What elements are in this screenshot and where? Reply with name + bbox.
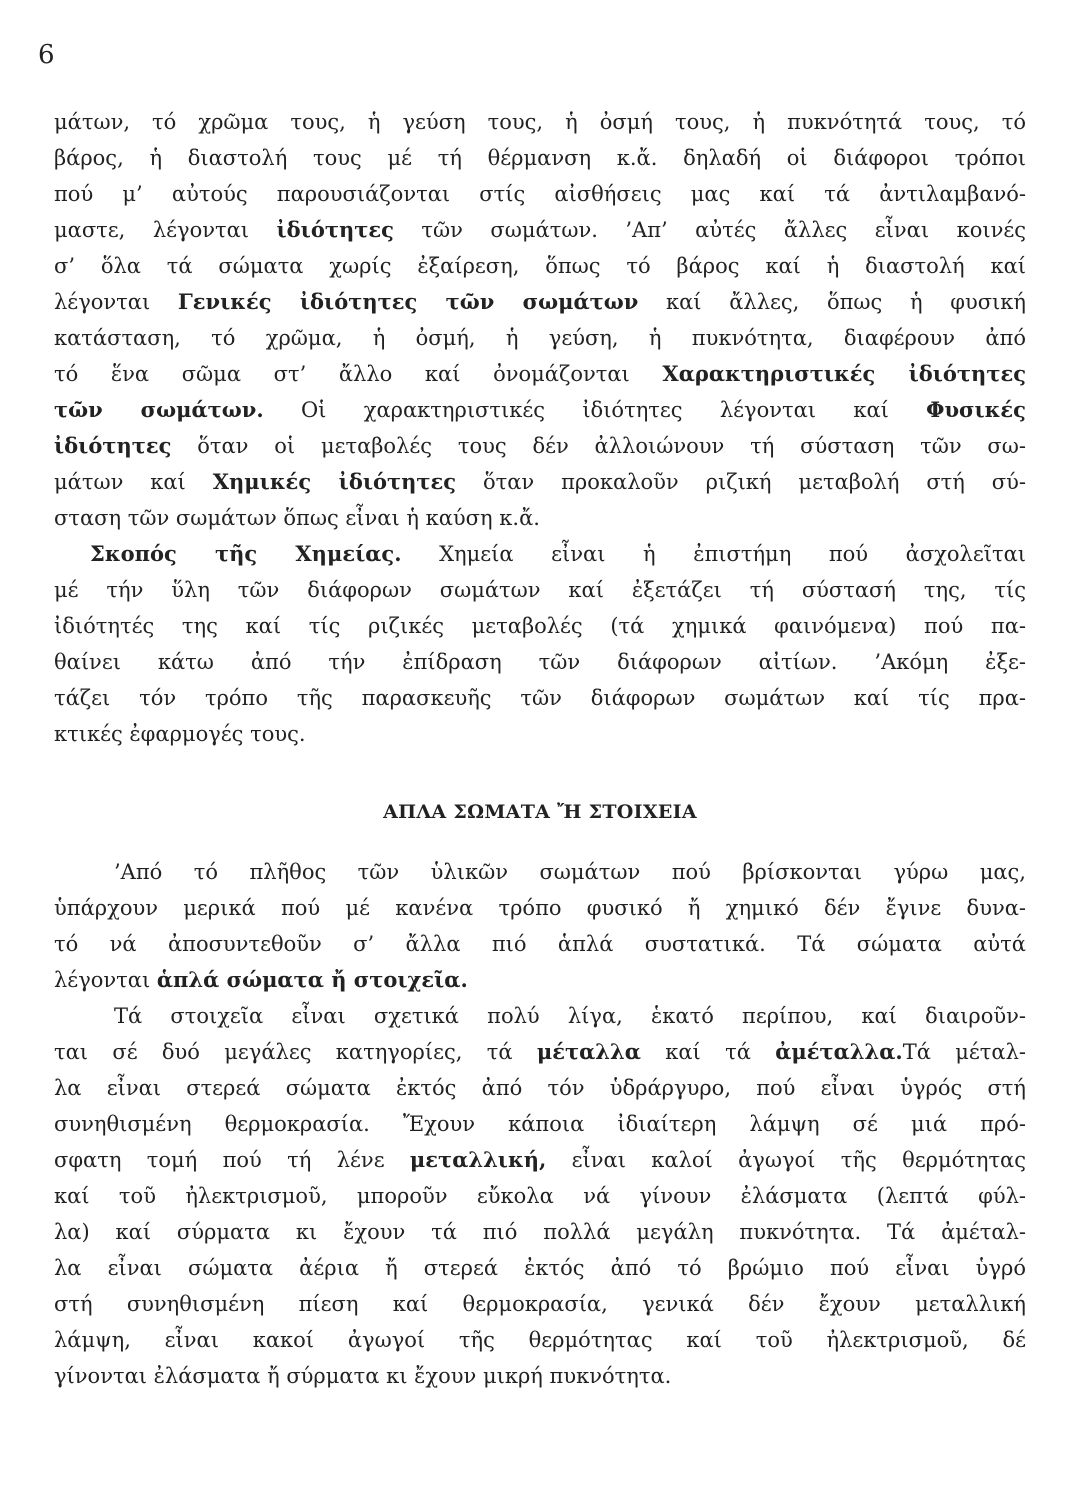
text-run: μαστε, λέγονται xyxy=(54,218,277,242)
text-run: ὅταν προκαλοῦν ριζική μεταβολή στή σύ- xyxy=(456,470,1026,494)
text-run: Χημεία εἶναι ἡ ἐπιστήμη πού ἀσχολεῖται xyxy=(401,542,1026,566)
text-run: κτικές ἐφαρμογές τους. xyxy=(54,722,306,746)
text-run: τό νά ἀποσυντεθοῦν σ’ ἄλλα πιό ἁπλά συστατικά. Τά σώματα αὐτά xyxy=(54,932,1026,956)
text-line xyxy=(54,356,1026,392)
text-run: σταση τῶν σωμάτων ὅπως εἶναι ἡ καύση κ.ἄ. xyxy=(54,506,540,530)
bold-term: Χημικές ἰδιότητες xyxy=(212,469,457,494)
bold-term: Σκοπός τῆς Χημείας. xyxy=(90,541,402,566)
paragraph xyxy=(54,104,1026,536)
text-line xyxy=(54,608,1026,644)
text-run: καί ἄλλες, ὅπως ἡ φυσική xyxy=(638,290,1026,314)
text-line xyxy=(54,320,1026,356)
text-run: μάτων καί xyxy=(54,470,213,494)
text-line xyxy=(54,644,1026,680)
text-run: τῶν σωμάτων. ’Απ’ αὐτές ἄλλες εἶναι κοινές xyxy=(393,218,1026,242)
text-run: ’Από τό πλῆθος τῶν ὑλικῶν σωμάτων πού βρίσκονται γύρω μας, xyxy=(114,860,1026,884)
text-line xyxy=(54,212,1026,248)
text-line xyxy=(54,284,1026,320)
text-run: εἶναι καλοί ἀγωγοί τῆς θερμότητας xyxy=(546,1148,1026,1172)
text-run: σφατη τομή πού τή λένε xyxy=(54,1148,410,1172)
bold-term: ἁπλά σώματα ἤ στοιχεῖα. xyxy=(156,967,468,992)
text-line xyxy=(54,500,1026,536)
text-run: συνηθισμένη θερμοκρασία. Ἔχουν κάποια ἰδιαίτερη λάμψη σέ μιά πρό- xyxy=(54,1112,1026,1136)
text-run: μάτων, τό χρῶμα τους, ἡ γεύση τους, ἡ ὀσμή τους, ἡ πυκνότητά τους, τό xyxy=(54,110,1026,134)
bold-term: μεταλλική, xyxy=(409,1147,547,1172)
text-line xyxy=(54,1214,1026,1250)
body-text xyxy=(54,104,1026,1394)
text-run: στή συνηθισμένη πίεση καί θερμοκρασία, γενικά δέν ἔχουν μεταλλική xyxy=(54,1292,1026,1316)
text-run: λάμψη, εἶναι κακοί ἀγωγοί τῆς θερμότητας καί τοῦ ἠλεκτρισμοῦ, δέ xyxy=(54,1328,1026,1352)
text-line xyxy=(54,140,1026,176)
text-line xyxy=(54,1142,1026,1178)
text-run: βάρος, ἡ διαστολή τους μέ τή θέρμανση κ.ἄ. δηλαδή οἱ διάφοροι τρόποι xyxy=(54,146,1026,170)
text-line xyxy=(54,854,1026,890)
text-run: Οἱ χαρακτηριστικές ἰδιότητες λέγονται καί xyxy=(263,398,927,422)
text-run: σ’ ὅλα τά σώματα χωρίς ἐξαίρεση, ὅπως τό βάρος καί ἡ διαστολή καί xyxy=(54,254,1026,278)
text-run: ται σέ δυό μεγάλες κατηγορίες, τά xyxy=(54,1040,537,1064)
text-line xyxy=(54,1250,1026,1286)
text-run: τάζει τόν τρόπο τῆς παρασκευῆς τῶν διάφορων σωμάτων καί τίς πρα- xyxy=(54,686,1026,710)
text-line xyxy=(54,680,1026,716)
text-run: θαίνει κάτω ἀπό τήν ἐπίδραση τῶν διάφορων αἰτίων. ’Ακόμη ἐξε- xyxy=(54,650,1026,674)
text-run: Τά μέταλ- xyxy=(902,1040,1026,1064)
bold-term: μέταλλα xyxy=(536,1039,641,1064)
text-line xyxy=(54,926,1026,962)
text-run: ὑπάρχουν μερικά πού μέ κανένα τρόπο φυσικό ἤ χημικό δέν ἔγινε δυνα- xyxy=(54,896,1026,920)
text-run: μέ τήν ὕλη τῶν διάφορων σωμάτων καί ἐξετάζει τή σύστασή της, τίς xyxy=(54,578,1026,602)
text-run: λέγονται xyxy=(54,968,157,992)
text-line xyxy=(54,962,1026,998)
text-run: λα εἶναι σώματα ἀέρια ἤ στερεά ἐκτός ἀπό τό βρώμιο πού εἶναι ὑγρό xyxy=(54,1256,1026,1280)
text-line xyxy=(54,248,1026,284)
section-heading: ΑΠΛΑ ΣΩΜΑΤΑ Ἤ ΣΤΟΙΧΕΙΑ xyxy=(383,801,697,823)
bold-term: Χαρακτηριστικές ἰδιότητες xyxy=(662,361,1026,386)
text-line xyxy=(54,716,1026,752)
bold-term: ἰδιότητες xyxy=(276,217,394,242)
paragraph xyxy=(54,854,1026,998)
text-run: ἰδιότητές της καί τίς ριζικές μεταβολές (τά χημικά φαινόμενα) πού πα- xyxy=(54,614,1026,638)
text-line xyxy=(54,572,1026,608)
text-line xyxy=(54,1286,1026,1322)
text-line xyxy=(54,392,1026,428)
text-run: κατάσταση, τό χρῶμα, ἡ ὀσμή, ἡ γεύση, ἡ πυκνότητα, διαφέρουν ἀπό xyxy=(54,326,1026,350)
text-line xyxy=(54,104,1026,140)
text-line xyxy=(54,1034,1026,1070)
bold-term: τῶν σωμάτων. xyxy=(54,397,264,422)
bold-term: ἰδιότητες xyxy=(54,433,172,458)
page-number: 6 xyxy=(38,40,55,70)
text-line xyxy=(54,1358,1026,1394)
text-run: καί τοῦ ἠλεκτρισμοῦ, μποροῦν εὔκολα νά γίνουν ἐλάσματα (λεπτά φύλ- xyxy=(54,1184,1026,1208)
text-line xyxy=(54,176,1026,212)
text-line xyxy=(54,998,1026,1034)
bold-term: ἀμέταλλα. xyxy=(775,1039,903,1064)
text-run: ὅταν οἱ μεταβολές τους δέν ἀλλοιώνουν τή σύσταση τῶν σω- xyxy=(171,434,1026,458)
text-run: λα εἶναι στερεά σώματα ἐκτός ἀπό τόν ὑδράργυρο, πού εἶναι ὑγρός στή xyxy=(54,1076,1026,1100)
text-line xyxy=(54,1070,1026,1106)
text-run: γίνονται ἐλάσματα ἤ σύρματα κι ἔχουν μικρή πυκνότητα. xyxy=(54,1364,672,1388)
text-line xyxy=(54,1106,1026,1142)
text-run: τό ἕνα σῶμα στ’ ἄλλο καί ὀνομάζονται xyxy=(54,362,663,386)
text-run: Τά στοιχεῖα εἶναι σχετικά πολύ λίγα, ἑκατό περίπου, καί διαιροῦν- xyxy=(114,1004,1026,1028)
text-run: καί τά xyxy=(640,1040,776,1064)
text-line xyxy=(54,1322,1026,1358)
text-run: λα) καί σύρματα κι ἔχουν τά πιό πολλά μεγάλη πυκνότητα. Τά ἀμέταλ- xyxy=(54,1220,1026,1244)
text-line xyxy=(54,464,1026,500)
paragraph xyxy=(54,998,1026,1394)
paragraph xyxy=(54,536,1026,752)
text-run: λέγονται xyxy=(54,290,178,314)
text-run: πού μ’ αὐτούς παρουσιάζονται στίς αἰσθήσεις μας καί τά ἀντιλαμβανό- xyxy=(54,182,1026,206)
text-line xyxy=(54,890,1026,926)
bold-term: Φυσικές xyxy=(926,397,1026,422)
text-line xyxy=(54,1178,1026,1214)
text-line xyxy=(54,536,1026,572)
bold-term: Γενικές ἰδιότητες τῶν σωμάτων xyxy=(177,289,639,314)
text-line xyxy=(54,428,1026,464)
